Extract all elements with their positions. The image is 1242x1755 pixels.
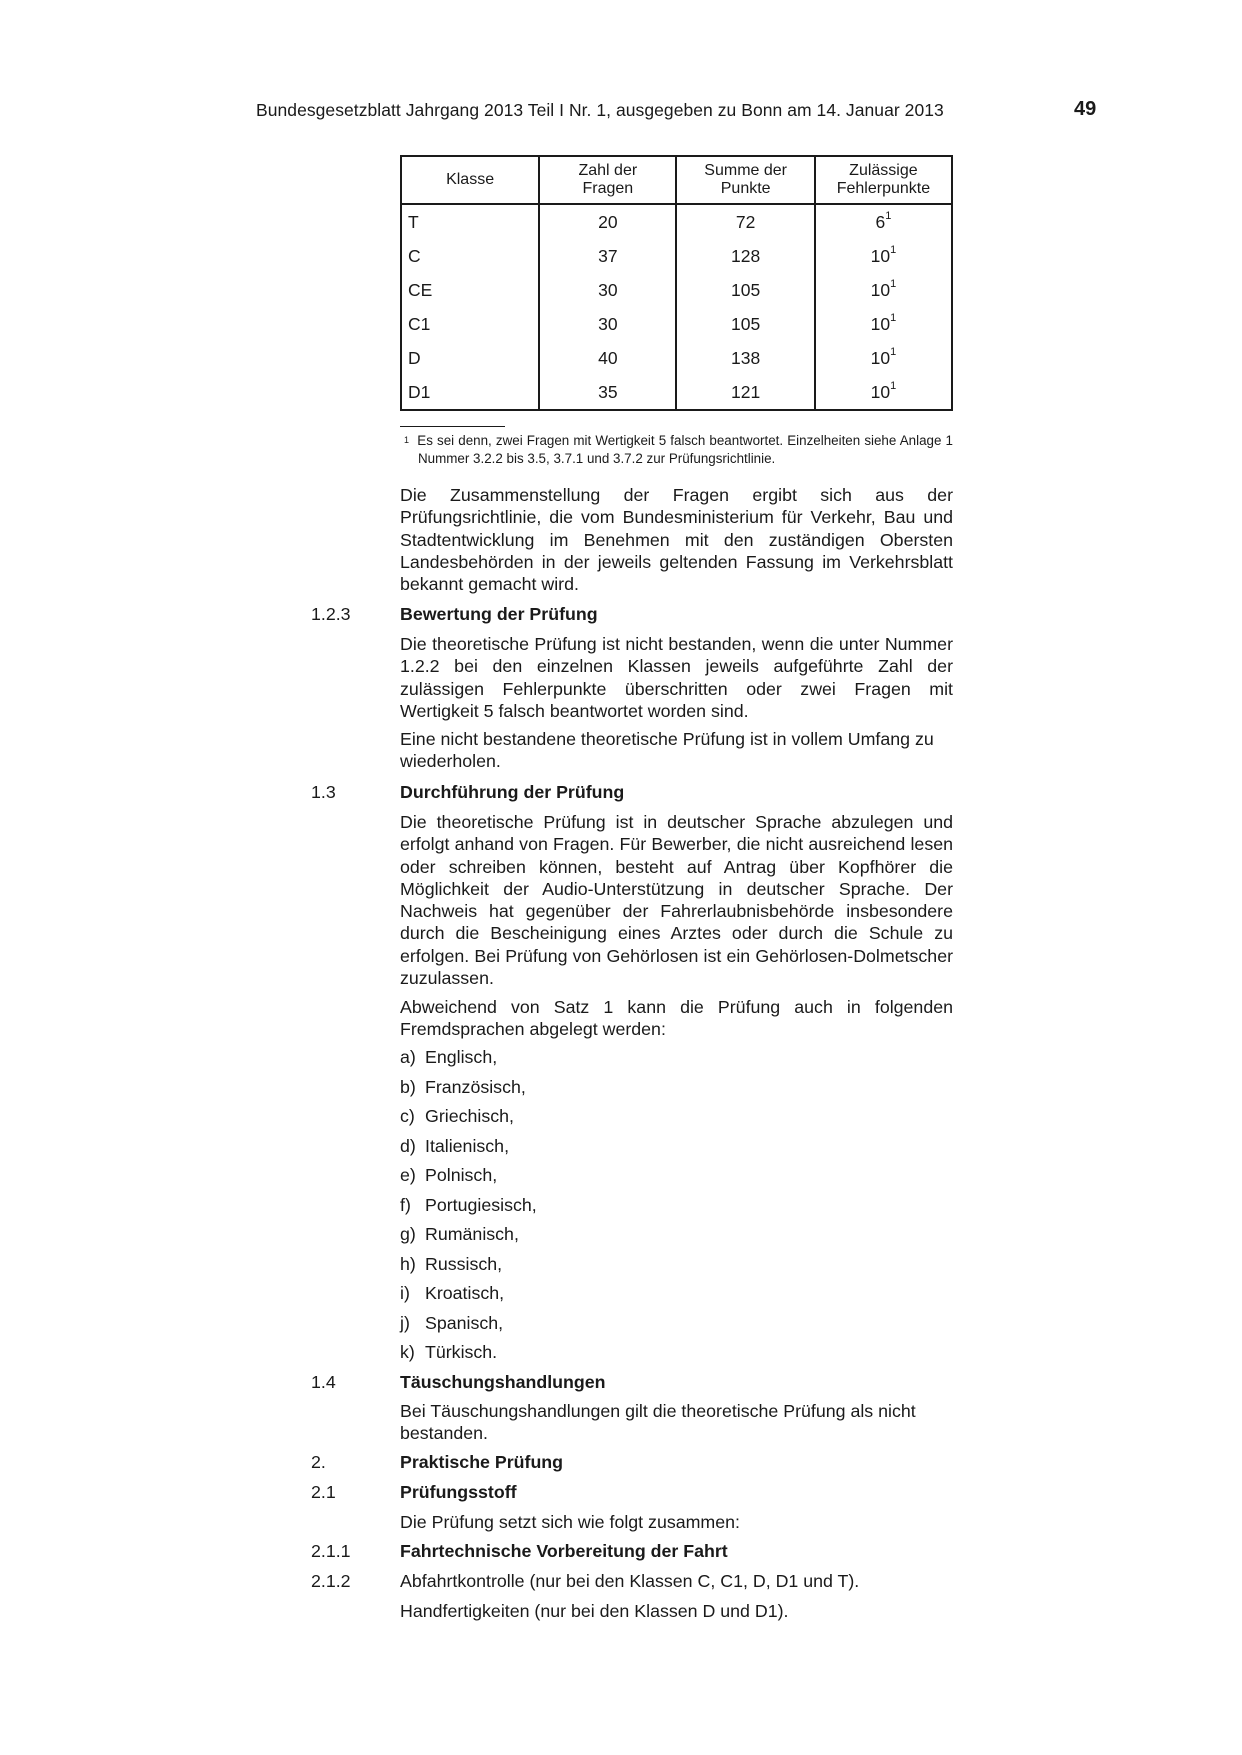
paragraph-abfahrtkontrolle: Abfahrtkontrolle (nur bei den Klassen C, C1, D, D1 und T). [400,1571,860,1591]
list-marker: k) [400,1342,415,1362]
table-row [401,239,952,273]
list-marker: b) [400,1077,416,1097]
section-heading-bewertung: Bewertung der Prüfung [400,604,598,624]
list-marker: e) [400,1165,416,1185]
list-item [400,1282,504,1304]
list-marker: a) [400,1047,416,1067]
list-marker: f) [400,1195,411,1215]
list-item [400,1194,537,1216]
cell-fehlerpunkte [815,273,952,307]
list-text: Portugiesisch, [425,1195,537,1215]
section-number-2-1-1: 2.1.1 [311,1541,351,1561]
questions-table [400,155,953,411]
column-header-klasse: Klasse [401,156,539,204]
cell-fragen: 40 [539,341,676,375]
column-header-fehlerpunkte: Zulässige Fehlerpunkte [815,156,952,204]
list-marker: d) [400,1136,416,1156]
table-row [401,273,952,307]
cell-punkte: 128 [676,239,814,273]
cell-fragen: 30 [539,273,676,307]
footnote-mark: 1 [404,435,410,445]
cell-punkte: 105 [676,273,814,307]
cell-fehlerpunkte [815,307,952,341]
cell-fehlerpunkte [815,239,952,273]
paragraph-durchfuehrung-2: Abweichend von Satz 1 kann die Prüfung auch in folgenden Fremdsprachen abgelegt werden: [400,997,953,1040]
footnote-ref: 1 [890,243,897,256]
list-text: Französisch, [425,1077,526,1097]
footnote-ref: 1 [885,209,892,222]
table-row [401,341,952,375]
list-item [400,1253,502,1275]
section-number-2-1: 2.1 [311,1482,336,1502]
list-item [400,1341,497,1363]
cell-fragen: 30 [539,307,676,341]
list-text: Spanisch, [425,1313,504,1333]
list-text: Englisch, [425,1047,498,1067]
cell-fehlerpunkte [815,341,952,375]
cell-fragen: 20 [539,204,676,239]
cell-fragen: 35 [539,375,676,410]
page-number: 49 [1074,98,1097,120]
paragraph-bewertung-1: Die theoretische Prüfung ist nicht bestanden, wenn die unter Nummer 1.2.2 bei den einzelnen Klassen jeweils aufgeführte Zahl der zulässigen Fehlerpunkte überschritten oder zwei Fragen mit Wertigkeit 5 falsch beantwortet worden sind. [400,634,953,721]
cell-fehlerpunkte-value: 10 [870,347,891,368]
cell-klasse: D1 [401,375,539,410]
section-heading-pruefungsstoff: Prüfungsstoff [400,1482,517,1502]
cell-klasse: CE [401,273,539,307]
list-item [400,1223,519,1245]
cell-fehlerpunkte [815,375,952,410]
footnote-text: Es sei denn, zwei Fragen mit Wertigkeit 5 falsch beantwortet. Einzelheiten siehe Anlage 1 Nummer 3.2.2 bis 3.5, 3.7.1 und 3.7.2 zur Prüfungsrichtlinie. [417,433,953,466]
cell-fehlerpunkte-value: 10 [870,381,891,402]
section-number-1-3: 1.3 [311,782,336,802]
intro-paragraph: Die Zusammenstellung der Fragen ergibt sich aus der Prüfungsrichtlinie, die vom Bundesministerium für Verkehr, Bau und Stadtentwicklung im Benehmen mit den zuständigen Obersten Landesbehörden in der jeweils geltenden Fassung im Verkehrsblatt bekannt gemacht wird. [400,485,953,595]
list-item [400,1076,526,1098]
table-row [401,307,952,341]
list-text: Russisch, [425,1254,503,1274]
list-text: Italienisch, [425,1136,510,1156]
paragraph-durchfuehrung-1: Die theoretische Prüfung ist in deutscher Sprache abzulegen und erfolgt anhand von Fragen. Für Bewerber, die nicht ausreichend lesen oder schreiben können, besteht auf Antrag über Kopfhörer die Möglichkeit der Audio-Unterstützung in deutscher Sprache. Der Nachweis hat gegenüber der Fahrerlaubnisbehörde insbesondere durch die Bescheinigung eines Arztes oder durch die Schule zu erfolgen. Bei Prüfung von Gehörlosen ist ein Gehörlosen-Dolmetscher zuzulassen. [400,812,953,989]
cell-klasse: D [401,341,539,375]
list-marker: i) [400,1283,410,1303]
cell-klasse: T [401,204,539,239]
paragraph-taeuschung: Bei Täuschungshandlungen gilt die theoretische Prüfung als nicht bestanden. [400,1401,916,1444]
section-heading-fahrtechnische-vorbereitung: Fahrtechnische Vorbereitung der Fahrt [400,1541,728,1561]
section-heading-taeuschung: Täuschungshandlungen [400,1372,606,1392]
footnote-ref: 1 [890,379,897,392]
section-number-2-1-2: 2.1.2 [311,1571,351,1591]
running-header: Bundesgesetzblatt Jahrgang 2013 Teil I Nr. 1, ausgegeben zu Bonn am 14. Januar 2013 [256,100,944,120]
list-text: Kroatisch, [425,1283,505,1303]
cell-punkte: 138 [676,341,814,375]
cell-fehlerpunkte-value: 10 [870,245,891,266]
cell-fehlerpunkte-value: 6 [875,211,886,232]
table-row [401,204,952,239]
cell-klasse: C [401,239,539,273]
section-number-1-4: 1.4 [311,1372,336,1392]
list-marker: g) [400,1224,416,1244]
section-heading-praktische-pruefung: Praktische Prüfung [400,1452,564,1472]
footnote [404,432,953,467]
list-item [400,1135,509,1157]
cell-fragen: 37 [539,239,676,273]
column-header-fragen: Zahl der Fragen [539,156,676,204]
list-text: Polnisch, [425,1165,498,1185]
list-text: Griechisch, [425,1106,514,1126]
paragraph-pruefungsstoff: Die Prüfung setzt sich wie folgt zusammen: [400,1512,740,1532]
cell-fehlerpunkte [815,204,952,239]
table-header-row [401,156,952,204]
paragraph-handfertigkeiten: Handfertigkeiten (nur bei den Klassen D und D1). [400,1601,789,1621]
list-item [400,1105,514,1127]
cell-punkte: 105 [676,307,814,341]
list-text: Rumänisch, [425,1224,519,1244]
cell-punkte: 72 [676,204,814,239]
list-item [400,1164,497,1186]
footnote-ref: 1 [890,311,897,324]
list-item [400,1046,497,1068]
section-number-2: 2. [311,1452,326,1472]
footnote-divider [400,426,505,427]
section-heading-durchfuehrung: Durchführung der Prüfung [400,782,625,802]
list-text: Türkisch. [425,1342,498,1362]
list-item [400,1312,503,1334]
cell-punkte: 121 [676,375,814,410]
cell-klasse: C1 [401,307,539,341]
list-marker: j) [400,1313,410,1333]
footnote-ref: 1 [890,345,897,358]
table-row [401,375,952,410]
cell-fehlerpunkte-value: 10 [870,313,891,334]
column-header-punkte: Summe der Punkte [676,156,814,204]
footnote-ref: 1 [890,277,897,290]
section-number-1-2-3: 1.2.3 [311,604,351,624]
cell-fehlerpunkte-value: 10 [870,279,891,300]
list-marker: h) [400,1254,416,1274]
list-marker: c) [400,1106,415,1126]
paragraph-bewertung-2: Eine nicht bestandene theoretische Prüfung ist in vollem Umfang zu wiederholen. [400,729,934,772]
